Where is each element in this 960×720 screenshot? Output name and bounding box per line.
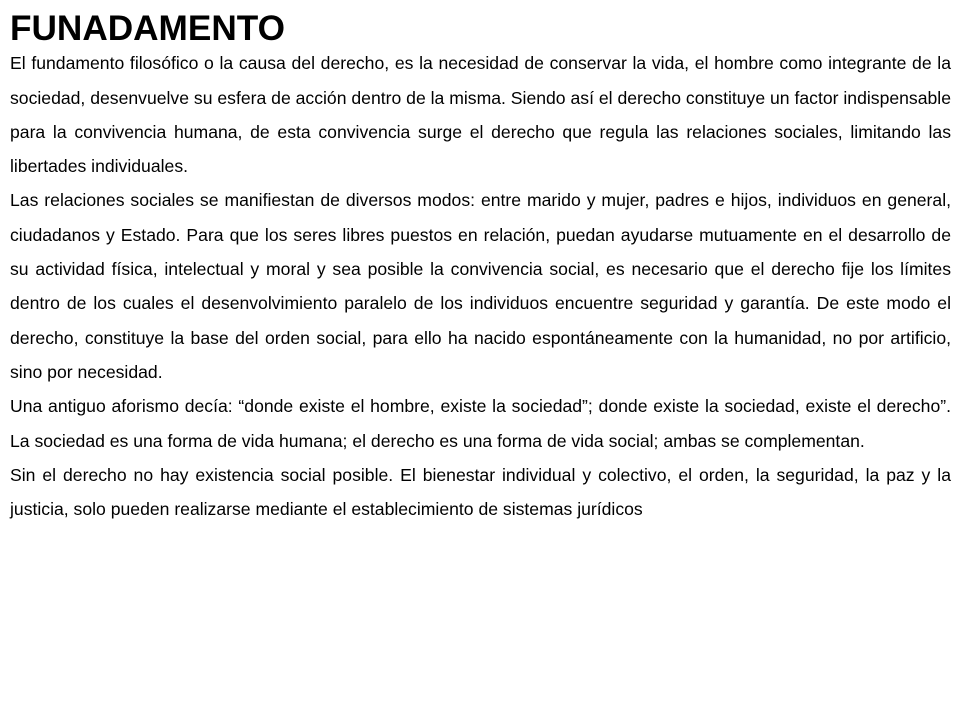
document-heading: FUNADAMENTO: [10, 9, 285, 48]
document-page: [10, 9, 951, 526]
paragraph-fundamento: El fundamento filosófico o la causa del derecho, es la necesidad de conservar la vida, el hombre como integrante de la sociedad, desenvuelve su esfera de acción dentro de la misma. Siendo así el derecho constituye un factor indispensable para la convivencia humana, de esta convivencia surge el derecho que regula las relaciones sociales, limitando las libertades individuales.: [10, 53, 951, 177]
paragraph-relaciones-sociales: Las relaciones sociales se manifiestan de diversos modos: entre marido y mujer, padres e hijos, individuos en general, ciudadanos y Estado. Para que los seres libres puestos en relación, puedan ayudarse mutuamente en el desarrollo de su actividad física, intelectual y moral y sea posible la convivencia social, es necesario que el derecho fije los límites dentro de los cuales el desenvolvimiento paralelo de los individuos encuentre seguridad y garantía. De este modo el derecho, constituye la base del orden social, para ello ha nacido espontáneamente con la humanidad, no por artificio, sino por necesidad.: [10, 190, 951, 382]
paragraph-existencia-social: Sin el derecho no hay existencia social posible. El bienestar individual y colectivo, el orden, la seguridad, la paz y la justicia, solo pueden realizarse mediante el establecimiento de sistemas jurídicos: [10, 464, 951, 520]
paragraph-aforismo: Una antiguo aforismo decía: “donde existe el hombre, existe la sociedad”; donde existe la sociedad, existe el derecho”. La sociedad es una forma de vida humana; el derecho es una forma de vida social; ambas se complementan.: [10, 396, 951, 451]
